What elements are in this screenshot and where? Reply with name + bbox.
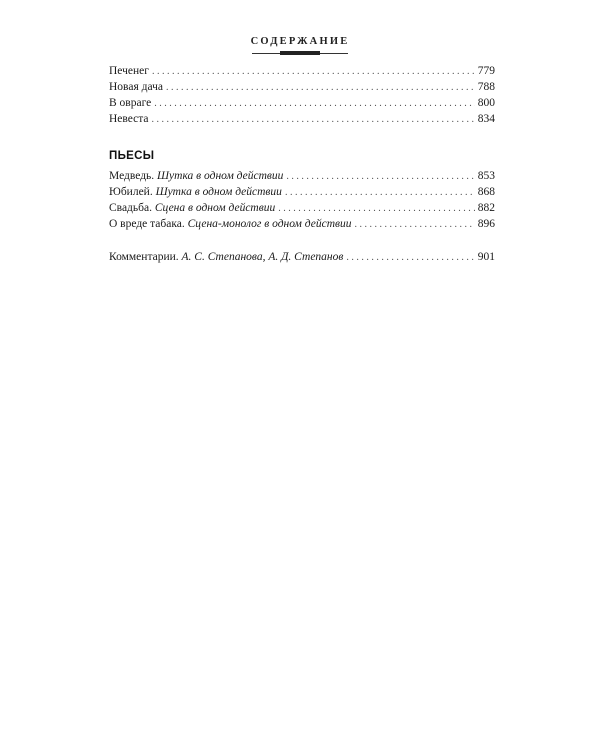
- toc-entry-title: Медведь. Шутка в одном действии: [109, 170, 284, 182]
- toc-entry: [109, 249, 495, 265]
- header-thick-line: [280, 51, 320, 55]
- dot-leader: [154, 96, 475, 112]
- toc-entry: [109, 216, 495, 232]
- toc-group-plays: [109, 168, 495, 232]
- toc-entry-title: Новая дача: [109, 81, 163, 93]
- toc-entry: [109, 184, 495, 200]
- dot-leader: [346, 250, 474, 266]
- toc-group-stories: [109, 63, 495, 127]
- header-ornament-rule: [252, 51, 348, 55]
- toc-entry-subtitle: Сцена в одном действии: [154, 202, 276, 214]
- toc-entry: [109, 168, 495, 184]
- toc-entry: [109, 95, 495, 111]
- page-header: [0, 36, 600, 55]
- toc-entry-page: 779: [477, 65, 495, 77]
- toc-entry-page: 788: [477, 81, 495, 93]
- dot-leader: [278, 201, 475, 217]
- dot-leader: [166, 80, 475, 96]
- toc-entry-page: 882: [477, 202, 495, 214]
- toc-entry-title: Комментарии. А. С. Степанова, А. Д. Степанов: [109, 251, 344, 263]
- toc-entry-title: Юбилей. Шутка в одном действии: [109, 186, 282, 198]
- toc-entry-subtitle: Сцена-монолог в одном действии: [187, 218, 352, 230]
- dot-leader: [286, 169, 474, 185]
- toc-entry-subtitle: А. С. Степанова, А. Д. Степанов: [181, 251, 344, 263]
- toc-entry: [109, 200, 495, 216]
- toc-entry: [109, 63, 495, 79]
- toc-entry-page: 853: [477, 170, 495, 182]
- page-title: СОДЕРЖАНИЕ: [250, 36, 350, 47]
- dot-leader: [285, 185, 475, 201]
- toc-entry-subtitle: Шутка в одном действии: [155, 186, 282, 198]
- section-heading-plays: ПЬЕСЫ: [109, 150, 155, 162]
- toc-entry-title: О вреде табака. Сцена-монолог в одном действии: [109, 218, 352, 230]
- toc-entry-page: 800: [477, 97, 495, 109]
- toc-entry-title: Свадьба. Сцена в одном действии: [109, 202, 276, 214]
- toc-entry-page: 896: [477, 218, 495, 230]
- toc-entry-title: Невеста: [109, 113, 149, 125]
- toc-entry-page: 901: [477, 251, 495, 263]
- toc-group-commentary: [109, 249, 495, 265]
- toc-entry-page: 834: [477, 113, 495, 125]
- toc-entry-title: В овраге: [109, 97, 152, 109]
- toc-entry: [109, 79, 495, 95]
- dot-leader: [152, 112, 475, 128]
- dot-leader: [355, 217, 475, 233]
- toc-entry-title: Печенег: [109, 65, 149, 77]
- toc-entry-subtitle: Шутка в одном действии: [157, 170, 284, 182]
- toc-entry: [109, 111, 495, 127]
- toc-entry-page: 868: [477, 186, 495, 198]
- dot-leader: [152, 64, 475, 80]
